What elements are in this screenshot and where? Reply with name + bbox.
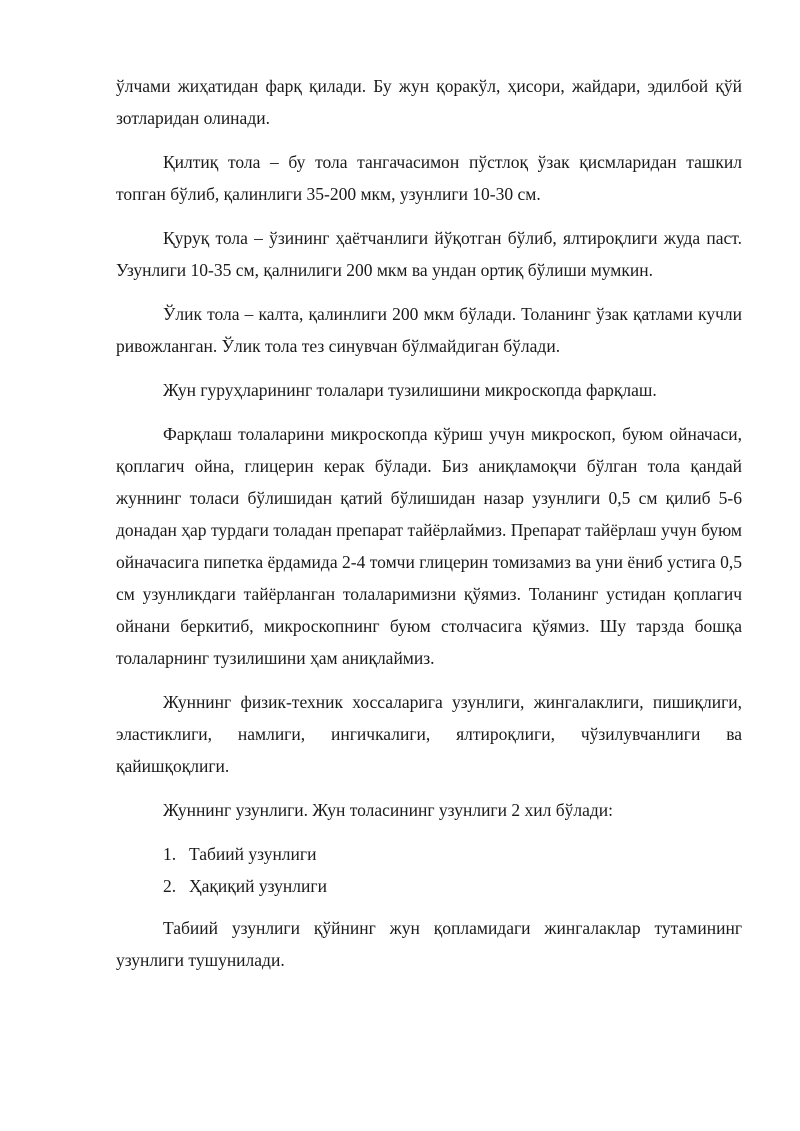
list-item [116,838,742,870]
length-types-list [116,838,742,902]
paragraph-dry-fiber: Қуруқ тола – ўзининг ҳаётчанлиги йўқотган бўлиб, ялтироқлиги жуда паст. Узунлиги 10-35 см, қалнилиги 200 мкм ва ундан ортиқ бўлиши мумкин. [116,228,742,280]
paragraph-length-intro: Жуннинг узунлиги. Жун толасининг узунлиги 2 хил бўлади: [163,800,613,820]
paragraph-physical-properties: Жуннинг физик-техник хоссаларига узунлиги, жингалаклиги, пишиқлиги, эластиклиги, намлиги, ингичкалиги, ялтироқлиги, чўзилувчанлиги ва қайишқоқлиги. [116,692,742,776]
list-item-number: 2. [163,876,177,896]
paragraph-dead-fiber: Ўлик тола – калта, қалинлиги 200 мкм бўлади. Толанинг ўзак қатлами кучли ривожланган. Ўлик тола тез синувчан бўлмайдиган бўлади. [116,304,742,356]
list-item-number: 1. [163,844,177,864]
paragraph-natural-length: Табиий узунлиги қўйнинг жун қопламидаги жингалаклар тутамининг узунлиги тушунилади. [116,918,742,970]
list-item [116,870,742,902]
document-page [116,70,742,988]
paragraph-microscope-method: Фарқлаш толаларини микроскопда кўриш учун микроскоп, буюм ойначаси, қоплагич ойна, глицерин керак бўлади. Биз аниқламоқчи бўлган тола қандай жуннинг толаси бўлишидан қатий бўлишидан назар узунлиги 0,5 см қилиб 5-6 донадан ҳар турдаги толадан препарат тайёрлаймиз. Препарат тайёрлаш учун буюм ойначасига пипетка ёрдамида 2-4 томчи глицерин томизамиз ва уни ёниб устига 0,5 см узунликдаги тайёрланган толаларимизни қўямиз. Толанинг устидан қоплагич ойнани беркитиб, микроскопнинг буюм столчасига қўямиз. Шу тарзда бошқа толаларнинг тузилишини ҳам аниқлаймиз. [116,424,742,668]
paragraph-kiltik-fiber: Қилтиқ тола – бу тола тангачасимон пўстлоқ ўзак қисмларидан ташкил топган бўлиб, қалинлиги 35-200 мкм, узунлиги 10-30 см. [116,152,742,204]
list-item-text: Табиий узунлиги [189,844,317,864]
list-item-text: Ҳақиқий узунлиги [189,876,327,896]
paragraph-continuation: ўлчами жиҳатидан фарқ қилади. Бу жун қоракўл, ҳисори, жайдари, эдилбой қўй зотларидан олинади. [116,76,742,128]
section-heading: Жун гуруҳларининг толалари тузилишини микроскопда фарқлаш. [163,380,657,400]
